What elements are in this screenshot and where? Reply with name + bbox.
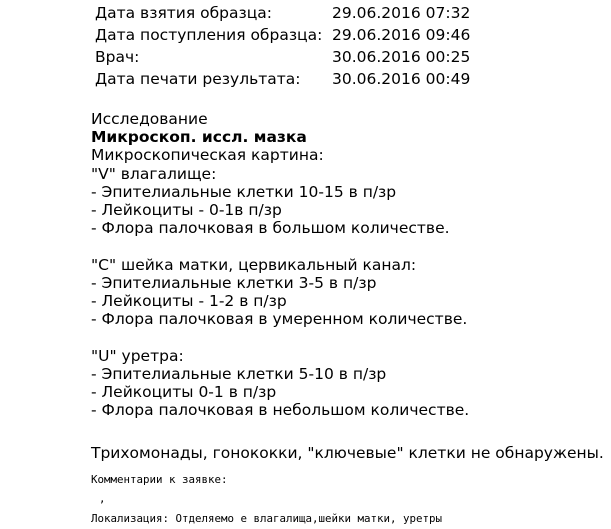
sample-info-label: Дата печати результата: xyxy=(95,70,301,88)
sample-info-value: 29.06.2016 09:46 xyxy=(332,26,471,44)
sample-info-label: Дата поступления образца: xyxy=(95,26,323,44)
report-intro: Микроскопическая картина: xyxy=(91,146,324,165)
finding-item: - Флора палочковая в умеренном количестве. xyxy=(91,310,468,329)
finding-item: - Лейкоциты - 0-1в п/зр xyxy=(91,201,282,220)
sample-info-label: Дата взятия образца: xyxy=(95,4,273,22)
finding-item: - Лейкоциты - 1-2 в п/зр xyxy=(91,292,287,311)
comments-label: Комментарии к заявке: xyxy=(91,473,228,486)
finding-item: - Эпителиальные клетки 5-10 в п/зр xyxy=(91,364,387,383)
section-label: Исследование xyxy=(91,110,208,128)
report-body xyxy=(91,110,606,419)
finding-group-v xyxy=(91,165,606,238)
sample-info-row xyxy=(95,69,595,90)
finding-item: - Эпителиальные клетки 10-15 в п/зр xyxy=(91,182,397,201)
finding-item: - Эпителиальные клетки 3-5 в п/зр xyxy=(91,273,377,292)
sample-info-label: Врач: xyxy=(95,48,140,66)
finding-group-c xyxy=(91,256,606,329)
finding-group-heading: "U" уретра: xyxy=(91,346,184,365)
spacer xyxy=(91,237,606,255)
report-summary: Трихомонады, гонококки, "ключевые" клетки не обнаружены. xyxy=(91,444,604,462)
sample-info-value: 29.06.2016 07:32 xyxy=(332,4,471,22)
test-name: Микроскоп. иссл. мазка xyxy=(91,128,307,147)
finding-group-u xyxy=(91,347,606,420)
spacer xyxy=(91,328,606,346)
comments-value: , xyxy=(99,492,106,505)
sample-info-value: 30.06.2016 00:49 xyxy=(332,70,471,88)
sample-info-row xyxy=(95,47,595,68)
finding-item: - Лейкоциты 0-1 в п/зр xyxy=(91,383,277,402)
localization-note: Локализация: Отделяемо е влагалища,шейки матки, уретры xyxy=(91,512,443,525)
finding-item: - Флора палочковая в небольшом количестве. xyxy=(91,401,470,420)
finding-group-heading: "C" шейка матки, цервикальный канал: xyxy=(91,255,417,274)
sample-info-value: 30.06.2016 00:25 xyxy=(332,48,471,66)
finding-group-heading: "V" влагалище: xyxy=(91,164,217,183)
sample-info-row xyxy=(95,3,595,24)
sample-info-row xyxy=(95,25,595,46)
finding-item: - Флора палочковая в большом количестве. xyxy=(91,219,450,238)
